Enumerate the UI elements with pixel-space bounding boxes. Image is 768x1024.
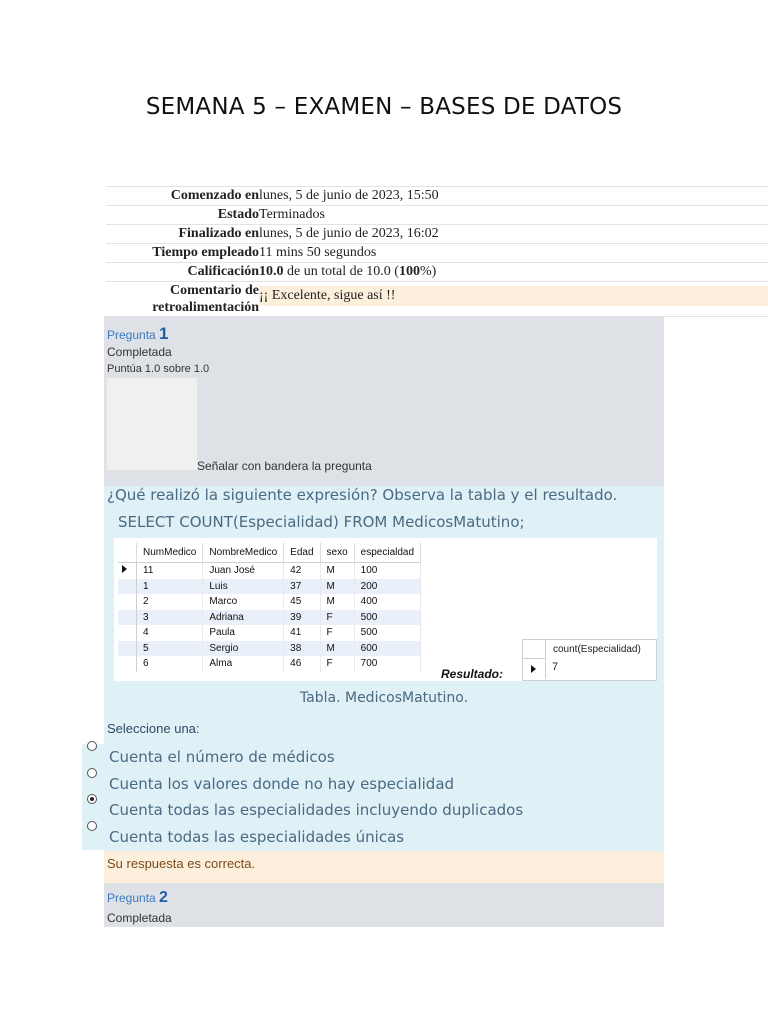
row-selector [118, 625, 137, 641]
table-row [118, 594, 421, 610]
summary-row-finished [106, 224, 768, 243]
table-row [118, 610, 421, 626]
table-cell: Alma [203, 656, 284, 672]
table-cell: 200 [354, 579, 420, 595]
table-cell: 5 [137, 641, 203, 657]
table-cell: F [320, 656, 354, 672]
table-cell: Luis [203, 579, 284, 595]
grade-end: %) [419, 264, 437, 279]
question-number: 1 [159, 324, 169, 343]
column-header: NombreMedico [203, 543, 284, 563]
result-value: 7 [552, 661, 559, 673]
table-cell: 45 [284, 594, 320, 610]
question-1-text: ¿Qué realizó la siguiente expresión? Observa la tabla y el resultado. [107, 486, 618, 504]
comment-label [106, 282, 259, 316]
column-header: Edad [284, 543, 320, 563]
radio-button[interactable] [87, 741, 97, 751]
table-cell: 42 [284, 563, 320, 579]
table-cell: F [320, 625, 354, 641]
result-column-header: count(Especialidad) [553, 644, 641, 655]
table-cell: M [320, 641, 354, 657]
question-1-info [104, 316, 664, 486]
column-header: especialdad [354, 543, 420, 563]
started-value: lunes, 5 de junio de 2023, 15:50 [259, 188, 439, 203]
table-cell: 38 [284, 641, 320, 657]
table-cell: 2 [137, 594, 203, 610]
answer-option[interactable] [82, 797, 664, 824]
result-selector-header [523, 640, 546, 659]
column-header: NumMedico [137, 543, 203, 563]
radio-button[interactable] [87, 768, 97, 778]
table-cell: M [320, 594, 354, 610]
answer-option[interactable] [82, 771, 664, 798]
table-cell: 37 [284, 579, 320, 595]
flag-question-link[interactable]: Señalar con bandera la pregunta [197, 459, 372, 473]
answer-option-label[interactable]: Cuenta los valores donde no hay especialidad [109, 774, 455, 793]
state-value: Terminados [259, 207, 325, 222]
table-cell: 46 [284, 656, 320, 672]
summary-row-started [106, 186, 768, 205]
table-cell: Adriana [203, 610, 284, 626]
row-pointer-icon [118, 563, 137, 579]
table-cell: Sergio [203, 641, 284, 657]
result-row-pointer-icon [523, 659, 546, 679]
row-selector [118, 579, 137, 595]
table-cell: M [320, 579, 354, 595]
column-header: sexo [320, 543, 354, 563]
question-number: 2 [159, 889, 168, 906]
comment-value: ¡¡ Excelente, sigue así !! [259, 286, 768, 306]
medicos-table [118, 543, 421, 672]
row-selector [118, 594, 137, 610]
time-label: Tiempo empleado [152, 245, 259, 260]
question-1-state: Completada [107, 345, 172, 359]
table-cell: 4 [137, 625, 203, 641]
answer-option-label[interactable]: Cuenta todas las especialidades incluyendo duplicados [109, 801, 524, 819]
table-cell: 600 [354, 641, 420, 657]
grade-score: 10.0 [259, 264, 284, 279]
comment-label-line1: Comentario de [169, 283, 259, 298]
grade-mid: de un total de 10.0 ( [283, 264, 399, 279]
table-header-row [118, 543, 421, 563]
table-cell: 1 [137, 579, 203, 595]
table-cell: 500 [354, 610, 420, 626]
row-selector [118, 610, 137, 626]
row-selector-header [118, 543, 137, 563]
radio-button[interactable] [87, 821, 97, 831]
flag-icon[interactable] [107, 378, 197, 470]
question-1-sql: SELECT COUNT(Especialidad) FROM MedicosMatutino; [118, 513, 525, 531]
table-cell: 11 [137, 563, 203, 579]
time-value: 11 mins 50 segundos [259, 245, 377, 260]
answer-option-label[interactable]: Cuenta todas las especialidades únicas [109, 827, 405, 846]
table-cell: 100 [354, 563, 420, 579]
question-prefix: Pregunta [107, 328, 156, 342]
table-caption: Tabla. MedicosMatutino. [299, 690, 469, 706]
summary-row-time [106, 243, 768, 262]
question-2-number [107, 889, 168, 907]
summary-row-grade [106, 262, 768, 281]
table-cell: 400 [354, 594, 420, 610]
grade-percent: 100 [398, 264, 420, 279]
table-screenshot [114, 538, 657, 681]
answer-option[interactable] [82, 744, 664, 771]
select-prompt: Seleccione una: [107, 721, 200, 736]
table-row [118, 579, 421, 595]
table-cell: Marco [203, 594, 284, 610]
table-row [118, 625, 421, 641]
table-cell: 700 [354, 656, 420, 672]
answer-option[interactable] [82, 824, 664, 851]
question-2-state: Completada [107, 911, 172, 925]
table-cell: F [320, 610, 354, 626]
question-2-info [104, 883, 664, 927]
feedback-text: Su respuesta es correcta. [107, 856, 256, 871]
table-cell: 41 [284, 625, 320, 641]
result-label: Resultado: [441, 667, 504, 681]
table-row [118, 656, 421, 672]
table-cell: 6 [137, 656, 203, 672]
finished-value: lunes, 5 de junio de 2023, 16:02 [259, 226, 439, 241]
answer-options [82, 744, 664, 850]
finished-label: Finalizado en [178, 226, 259, 241]
document-title: SEMANA 5 – EXAMEN – BASES DE DATOS [145, 94, 623, 120]
row-selector [118, 641, 137, 657]
grade-value [259, 263, 768, 281]
table-row [118, 641, 421, 657]
answer-feedback [104, 851, 664, 883]
table-cell: 39 [284, 610, 320, 626]
grade-label: Calificación [187, 264, 259, 279]
table-row [118, 563, 421, 579]
question-prefix: Pregunta [107, 891, 156, 905]
started-label: Comenzado en [170, 188, 259, 203]
question-1-number [107, 324, 169, 344]
summary-row-comment [106, 281, 768, 317]
answer-option-label[interactable]: Cuenta el número de médicos [109, 748, 335, 766]
table-cell: M [320, 563, 354, 579]
result-grid [522, 639, 657, 681]
radio-button-selected[interactable] [87, 794, 97, 804]
row-selector [118, 656, 137, 672]
question-1-grade: Puntúa 1.0 sobre 1.0 [107, 363, 210, 375]
summary-row-state [106, 205, 768, 224]
table-cell: Juan José [203, 563, 284, 579]
comment-label-line2: retroalimentación [152, 300, 259, 315]
table-cell: 500 [354, 625, 420, 641]
table-cell: Paula [203, 625, 284, 641]
attempt-summary [106, 186, 768, 317]
state-label: Estado [217, 207, 259, 222]
table-cell: 3 [137, 610, 203, 626]
